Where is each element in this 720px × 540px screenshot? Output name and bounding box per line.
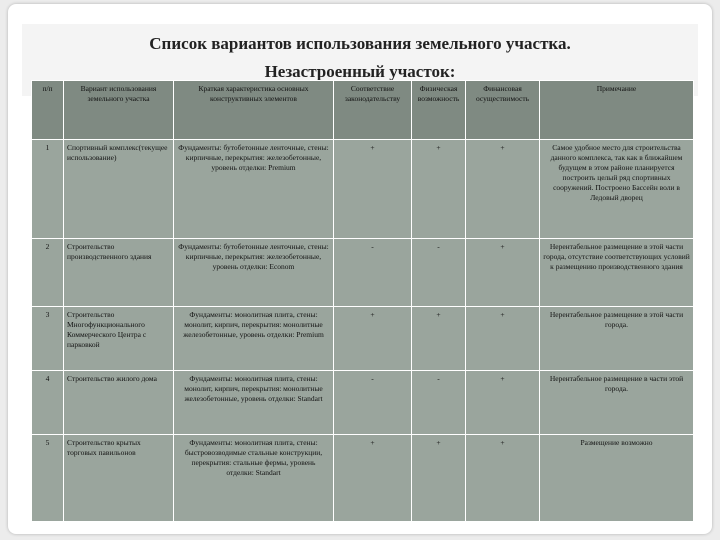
row-legal: - (334, 239, 412, 307)
row-physical: - (412, 239, 466, 307)
header-financial: Финансовая осуществимость (466, 81, 540, 140)
land-use-table (31, 80, 694, 522)
row-note: Размещение возможно (540, 435, 694, 522)
row-variant: Строительство жилого дома (64, 371, 174, 435)
row-financial: + (466, 140, 540, 239)
row-characteristic: Фундаменты: монолитная плита, стены: монолит, кирпич, перекрытия: монолитные железобетонные, уровень отделки: Premium (174, 307, 334, 371)
row-note: Нерентабельное размещение в части этой города. (540, 371, 694, 435)
row-physical: - (412, 371, 466, 435)
table-row (32, 140, 694, 239)
page-subtitle: Незастроенный участок: (264, 62, 456, 81)
row-physical: + (412, 307, 466, 371)
row-note: Нерентабельное размещение в этой части города, отсутствие соответствующих условий к размещению производственного здания (540, 239, 694, 307)
row-note: Нерентабельное размещение в этой части города. (540, 307, 694, 371)
row-financial: + (466, 307, 540, 371)
row-variant: Строительство Многофункционального Коммерческого Центра с парковкой (64, 307, 174, 371)
header-num: п/п (32, 81, 64, 140)
row-characteristic: Фундаменты: монолитная плита, стены: быстровозводимые стальные конструкции, перекрытия: стальные фермы, уровень отделки: Standart (174, 435, 334, 522)
row-num: 4 (32, 371, 64, 435)
page-title: Список вариантов использования земельного участка. (149, 34, 571, 53)
row-financial: + (466, 371, 540, 435)
header-physical: Физическая возможность (412, 81, 466, 140)
header-variant: Вариант использования земельного участка (64, 81, 174, 140)
row-financial: + (466, 435, 540, 522)
row-physical: + (412, 435, 466, 522)
header-row (32, 81, 694, 140)
row-num: 2 (32, 239, 64, 307)
row-variant: Строительство крытых торговых павильонов (64, 435, 174, 522)
table-row (32, 239, 694, 307)
row-characteristic: Фундаменты: бутобетонные ленточные, стены: кирпичные, перекрытия: железобетонные, уровень отделки: Premium (174, 140, 334, 239)
row-characteristic: Фундаменты: монолитная плита, стены: монолит, кирпич, перекрытия: монолитные железобетонные, уровень отделки: Standart (174, 371, 334, 435)
row-legal: + (334, 307, 412, 371)
row-num: 1 (32, 140, 64, 239)
row-variant: Строительство производственного здания (64, 239, 174, 307)
row-financial: + (466, 239, 540, 307)
table-row (32, 307, 694, 371)
row-note: Самое удобное место для строительства данного комплекса, так как в ближайшем будущем в этом районе планируется построить целый ряд спортивных сооружений. Построено Бассейн воли в Ледовый дворец (540, 140, 694, 239)
table-row (32, 435, 694, 522)
row-legal: + (334, 435, 412, 522)
header-note: Примечание (540, 81, 694, 140)
row-num: 3 (32, 307, 64, 371)
row-legal: - (334, 371, 412, 435)
row-num: 5 (32, 435, 64, 522)
header-characteristic: Краткая характеристика основных конструктивных элементов (174, 81, 334, 140)
row-variant: Спортивный комплекс(текущее использование) (64, 140, 174, 239)
header-legal: Соответствие законодательству (334, 81, 412, 140)
row-legal: + (334, 140, 412, 239)
table-row (32, 371, 694, 435)
row-physical: + (412, 140, 466, 239)
row-characteristic: Фундаменты: бутобетонные ленточные, стены: кирпичные, перекрытия: железобетонные, уровень отделки: Econom (174, 239, 334, 307)
